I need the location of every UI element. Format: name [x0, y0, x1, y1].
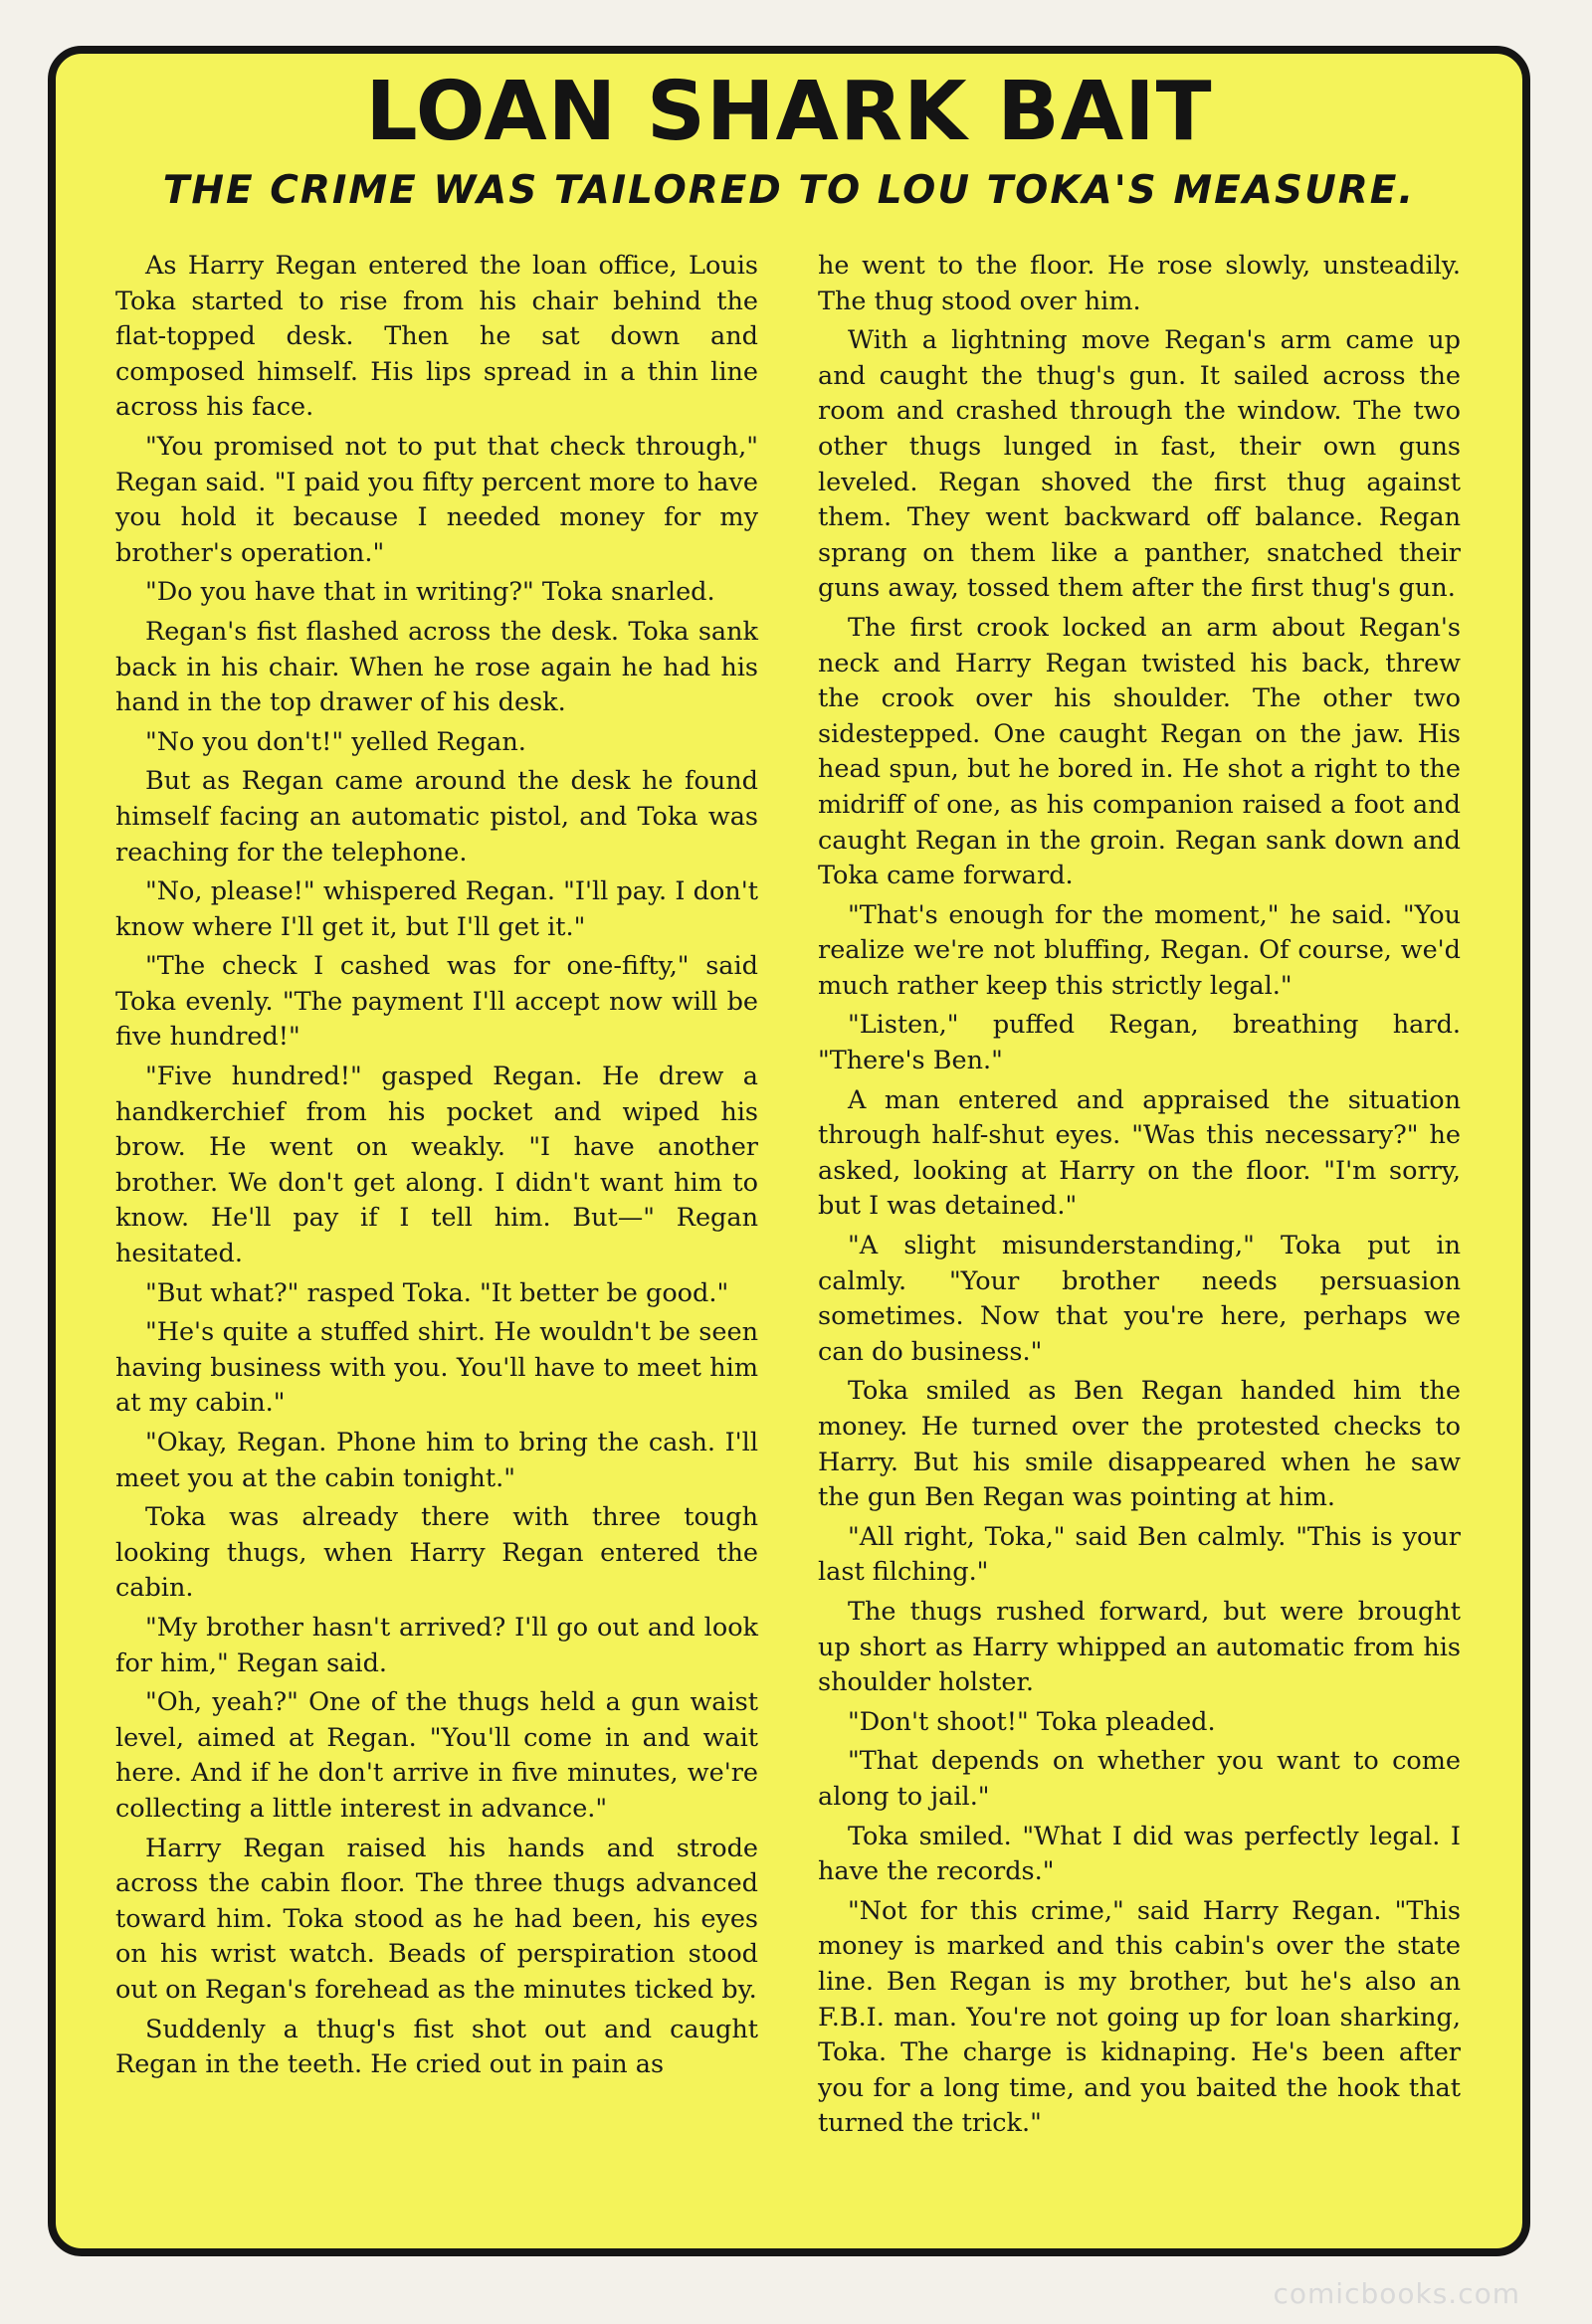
paragraph: Suddenly a thug's fist shot out and caught Regan in the teeth. He cried out in pain as	[115, 2014, 758, 2080]
paragraph: The thugs rushed forward, but were brought up short as Harry whipped an automatic from his shoulder holster.	[818, 1596, 1461, 1698]
paragraph: "Listen," puffed Regan, breathing hard. "There's Ben."	[818, 1010, 1461, 1076]
paragraph: "The check I cashed was for one-fifty," said Toka evenly. "The payment I'll accept now will be five hundred!"	[115, 951, 758, 1053]
paragraph: "You promised not to put that check through," Regan said. "I paid you fifty percent more to have you hold it because I needed money for my brother's operation."	[115, 431, 758, 568]
paragraph: Harry Regan raised his hands and strode across the cabin floor. The three thugs advanced toward him. Toka stood as he had been, his eyes on his wrist watch. Beads of perspiration stood out on Regan's forehead as the minutes ticked by.	[115, 1833, 758, 2005]
paragraph: Regan's fist flashed across the desk. Toka sank back in his chair. When he rose again he had his hand in the top drawer of his desk.	[115, 616, 758, 718]
paragraph: As Harry Regan entered the loan office, Louis Toka started to rise from his chair behind the flat-topped desk. Then he sat down and composed himself. His lips spread in a thin line across his face.	[115, 251, 758, 423]
left-column	[115, 249, 758, 2087]
paragraph: "Don't shoot!" Toka pleaded.	[848, 1706, 1216, 1737]
paragraph: Toka smiled as Ben Regan handed him the money. He turned over the protested checks to Harry. But his smile disappeared when he saw the gun Ben Regan was pointing at him.	[818, 1376, 1461, 1513]
paragraph: Toka was already there with three tough looking thugs, when Harry Regan entered the cabin.	[115, 1502, 758, 1604]
paragraph: "Oh, yeah?" One of the thugs held a gun waist level, aimed at Regan. "You'll come in and wait here. And if he don't arrive in five minutes, we're collecting a little interest in advance."	[115, 1687, 758, 1824]
paragraph: The first crook locked an arm about Regan's neck and Harry Regan twisted his back, threw the crook over his shoulder. The other two sidestepped. One caught Regan on the jaw. His head spun, but he bored in. He shot a right to the midriff of one, as his companion raised a foot and caught Regan in the groin. Regan sank down and Toka came forward.	[818, 612, 1461, 891]
paragraph: "My brother hasn't arrived? I'll go out and look for him," Regan said.	[115, 1612, 758, 1678]
paragraph: Toka smiled. "What I did was perfectly legal. I have the records."	[818, 1821, 1461, 1887]
paragraph: "No, please!" whispered Regan. "I'll pay. I don't know where I'll get it, but I'll get it."	[115, 876, 758, 942]
right-column	[818, 249, 1461, 2146]
watermark: comicbooks.com	[1273, 2277, 1520, 2310]
paragraph: With a lightning move Regan's arm came up and caught the thug's gun. It sailed across the room and crashed through the window. The two other thugs lunged in fast, their own guns leveled. Regan shoved the first thug against them. They went backward off balance. Regan sprang on them like a panther, snatched their guns away, tossed them after the first thug's gun.	[818, 325, 1461, 604]
paragraph: "That depends on whether you want to come along to jail."	[818, 1746, 1461, 1812]
story-panel	[48, 46, 1530, 2256]
paragraph: "Five hundred!" gasped Regan. He drew a handkerchief from his pocket and wiped his brow. He went on weakly. "I have another brother. We don't get along. I didn't want him to know. He'll pay if I tell him. But—" Regan hesitated.	[115, 1062, 758, 1269]
paragraph: "All right, Toka," said Ben calmly. "This is your last filching."	[818, 1521, 1461, 1588]
paragraph: "Okay, Regan. Phone him to bring the cash. I'll meet you at the cabin tonight."	[115, 1428, 758, 1493]
paragraph: "A slight misunderstanding," Toka put in calmly. "Your brother needs persuasion sometimes. Now that you're here, perhaps we can do business."	[818, 1231, 1461, 1367]
paragraph: A man entered and appraised the situation through half-shut eyes. "Was this necessary?" he asked, looking at Harry on the floor. "I'm sorry, but I was detained."	[818, 1084, 1461, 1222]
paragraph: "That's enough for the moment," he said. "You realize we're not bluffing, Regan. Of course, we'd much rather keep this strictly legal."	[818, 899, 1461, 1001]
paragraph: "But what?" rasped Toka. "It better be good."	[145, 1277, 729, 1308]
paragraph: "He's quite a stuffed shirt. He wouldn't be seen having business with you. You'll have to meet him at my cabin."	[115, 1317, 758, 1419]
story-title: LOAN SHARK BAIT	[365, 65, 1213, 159]
paragraph: he went to the floor. He rose slowly, unsteadily. The thug stood over him.	[818, 251, 1461, 316]
paragraph: "No you don't!" yelled Regan.	[145, 726, 526, 757]
paragraph: "Do you have that in writing?" Toka snarled.	[145, 577, 715, 608]
paragraph: "Not for this crime," said Harry Regan. "This money is marked and this cabin's over the state line. Ben Regan is my brother, but he's also an F.B.I. man. You're not going up for loan sharking, Toka. The charge is kidnaping. He's been after you for a long time, and you baited the hook that turned the trick."	[818, 1895, 1461, 2139]
story-subtitle: THE CRIME WAS TAILORED TO LOU TOKA'S MEASURE.	[162, 168, 1416, 213]
paragraph: But as Regan came around the desk he found himself facing an automatic pistol, and Toka was reaching for the telephone.	[115, 766, 758, 868]
